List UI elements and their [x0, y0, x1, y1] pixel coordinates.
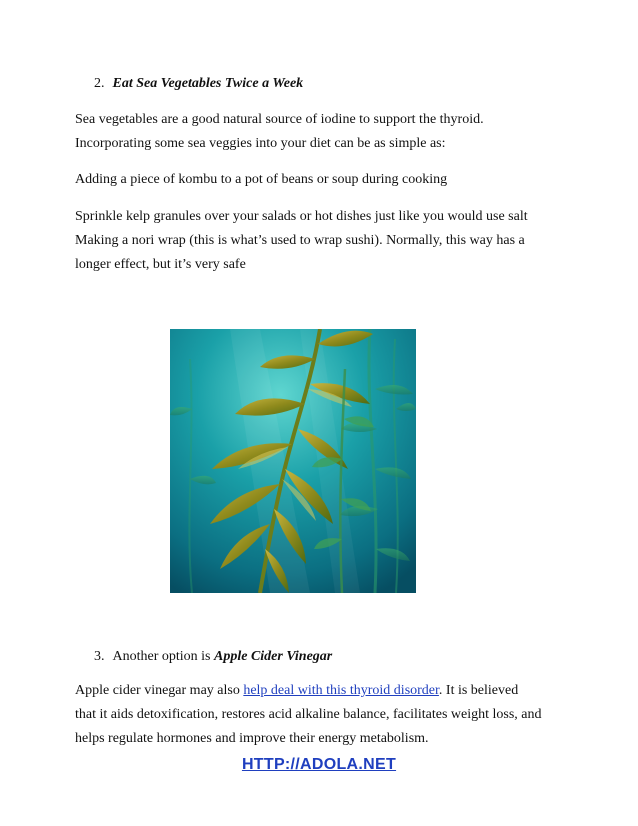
- section-3-body: [75, 679, 575, 751]
- section-2-number: 2.: [94, 76, 105, 91]
- text-fragment: . It is believed: [438, 683, 519, 698]
- section-2-item-kombu: [75, 168, 575, 192]
- thyroid-disorder-link[interactable]: help deal with this thyroid disorder: [243, 683, 439, 698]
- section-2-title: Eat Sea Vegetables Twice a Week: [112, 76, 304, 91]
- text-line: Sprinkle kelp granules over your salads or hot dishes just like you would use salt: [75, 209, 528, 224]
- section-3-heading: [94, 648, 332, 666]
- text-fragment: Apple cider vinegar may also: [75, 683, 244, 698]
- text-line: Incorporating some sea veggies into your diet can be as simple as:: [75, 136, 446, 151]
- text-line: Making a nori wrap (this is what’s used to wrap sushi). Normally, this way has a: [75, 233, 525, 248]
- text-line: [75, 679, 575, 703]
- text-line: that it aids detoxification, restores acid alkaline balance, facilitates weight loss, and: [75, 707, 542, 722]
- section-3-number: 3.: [94, 649, 105, 664]
- adola-footer-link[interactable]: HTTP://ADOLA.NET: [241, 756, 397, 773]
- section-2-intro: [75, 108, 575, 156]
- kelp-forest-icon: [170, 329, 416, 593]
- section-2-item-kelp-nori: [75, 205, 575, 277]
- section-3-title: Apple Cider Vinegar: [214, 649, 333, 664]
- text-line: longer effect, but it’s very safe: [75, 257, 246, 272]
- text-line: Adding a piece of kombu to a pot of beans or soup during cooking: [75, 172, 448, 187]
- kelp-forest-image: [170, 329, 416, 593]
- section-3-prefix: Another option is: [112, 649, 214, 664]
- text-line: Sea vegetables are a good natural source of iodine to support the thyroid.: [75, 112, 484, 127]
- text-line: helps regulate hormones and improve their energy metabolism.: [75, 731, 429, 746]
- section-2-heading: [94, 75, 303, 93]
